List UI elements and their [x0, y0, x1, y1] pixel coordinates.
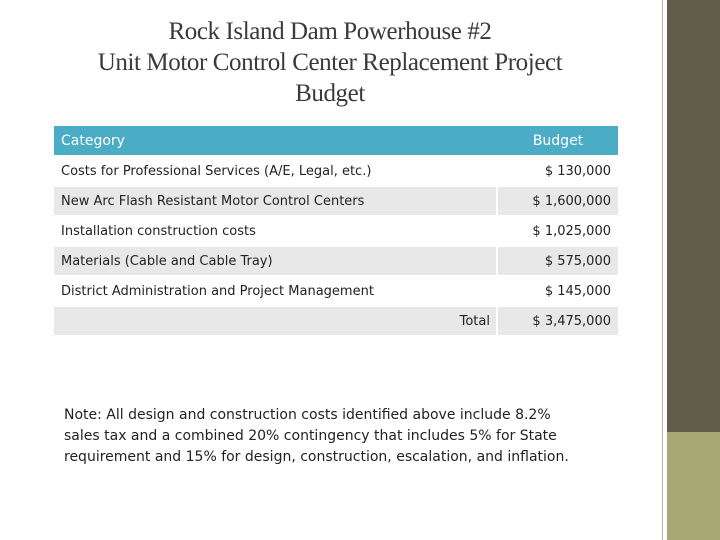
total-label: Total	[422, 307, 498, 337]
title-line-3: Budget	[295, 80, 365, 107]
table-row	[54, 187, 618, 217]
note-line-1: Note: All design and construction costs identified above include 8.2%	[64, 407, 551, 423]
title-line-1: Rock Island Dam Powerhouse #2	[168, 18, 492, 45]
note-line-3: requirement and 15% for design, construction, escalation, and inflation.	[64, 449, 569, 465]
table-row	[54, 157, 618, 187]
slide-title	[40, 16, 620, 109]
row-category: Materials (Cable and Cable Tray)	[54, 247, 498, 277]
title-line-2: Unit Motor Control Center Replacement Project	[97, 49, 563, 76]
table-row	[54, 217, 618, 247]
row-category: New Arc Flash Resistant Motor Control Centers	[54, 187, 498, 217]
table-row	[54, 247, 618, 277]
row-category: Costs for Professional Services (A/E, Legal, etc.)	[54, 157, 498, 187]
row-budget: $ 1,025,000	[498, 217, 618, 247]
total-blank-cell	[54, 307, 422, 337]
row-budget: $ 130,000	[498, 157, 618, 187]
side-band-light	[667, 432, 720, 540]
row-budget: $ 145,000	[498, 277, 618, 307]
row-budget: $ 575,000	[498, 247, 618, 277]
budget-note	[64, 405, 624, 468]
row-category: Installation construction costs	[54, 217, 498, 247]
total-budget: $ 3,475,000	[498, 307, 618, 337]
row-category: District Administration and Project Management	[54, 277, 498, 307]
row-budget: $ 1,600,000	[498, 187, 618, 217]
category-header: Category	[54, 126, 498, 157]
budget-header: Budget	[498, 126, 618, 157]
budget-table	[54, 126, 618, 337]
total-row	[54, 307, 618, 337]
table-header-row	[54, 126, 618, 157]
note-line-2: sales tax and a combined 20% contingency that includes 5% for State	[64, 428, 557, 444]
table-row	[54, 277, 618, 307]
slide-divider-line	[662, 0, 663, 540]
